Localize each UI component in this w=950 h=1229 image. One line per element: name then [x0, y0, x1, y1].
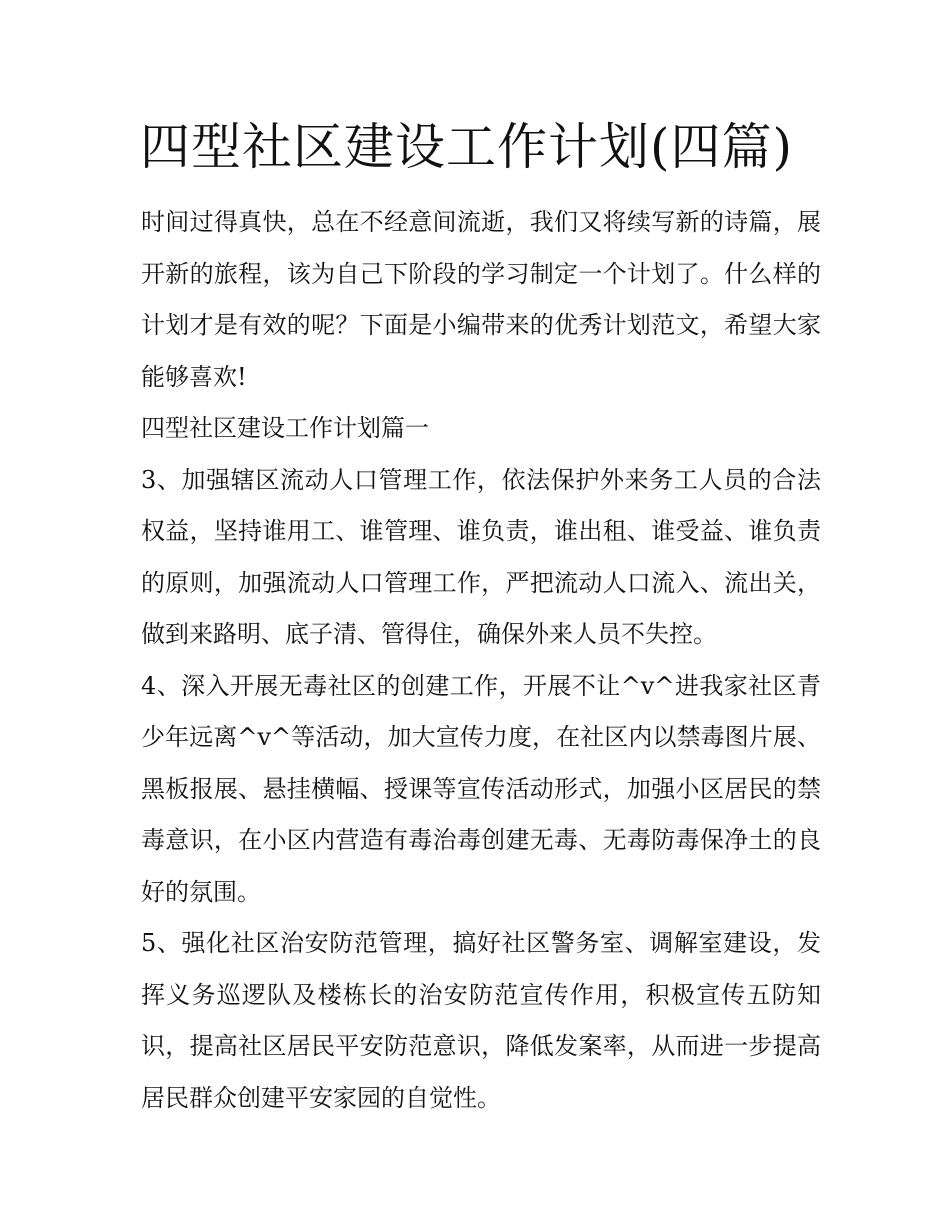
document-body: [141, 197, 821, 1124]
document-title: 四型社区建设工作计划(四篇): [140, 118, 794, 176]
body-paragraph: 4、深入开展无毒社区的创建工作，开展不让^v^进我家社区青少年远离^v^等活动，加大宣传力度，在社区内以禁毒图片展、黑板报展、悬挂横幅、授课等宣传活动形式，加强小区居民的禁毒意识，在小区内营造有毒治毒创建无毒、无毒防毒保净土的良好的氛围。: [141, 671, 821, 906]
body-paragraph: 5、强化社区治安防范管理，搞好社区警务室、调解室建设，发挥义务巡逻队及楼栋长的治安防范宣传作用，积极宣传五防知识，提高社区居民平安防范意识，降低发案率，从而进一步提高居民群众创建平安家园的自觉性。: [141, 929, 821, 1112]
section-heading: 四型社区建设工作计划篇一: [141, 414, 429, 442]
intro-paragraph: 时间过得真快，总在不经意间流逝，我们又将续写新的诗篇，展开新的旅程，该为自己下阶段的学习制定一个计划了。什么样的计划才是有效的呢？下面是小编带来的优秀计划范文，希望大家能够喜欢!: [141, 208, 821, 391]
body-paragraph: 3、加强辖区流动人口管理工作，依法保护外来务工人员的合法权益，坚持谁用工、谁管理、谁负责，谁出租、谁受益、谁负责的原则，加强流动人口管理工作，严把流动人口流入、流出关，做到来路明、底子清、管得住，确保外来人员不失控。: [141, 465, 821, 648]
